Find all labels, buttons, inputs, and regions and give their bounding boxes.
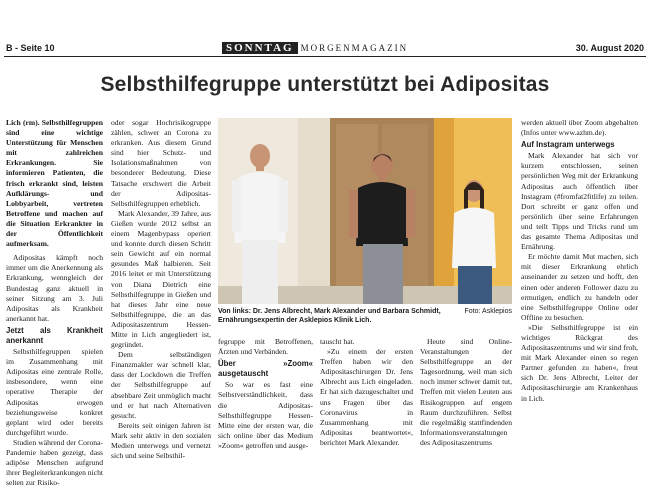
- article-lead: Lich (rm). Selbsthilfegruppen sind eine wichtige Unterstützung für Menschen mit zahlreichen Erkrankungen. Sie informieren Patienten, die frisch erkrankt sind, leisten Aufklärungs- und Lobbyarbeit, vertreten Betroffene und machen auf die Situation Erkrankter in der Öffentlichkeit aufmerksam.: [6, 118, 103, 249]
- subheading: Auf Instagram unterwegs: [521, 140, 615, 150]
- paragraph: oder sogar Hochrisikogruppe zählen, schwer an Corona zu erkranken. Aus diesem Grund sind hier Schutz- und Isolationsmaßnahmen von besonderer Bedeutung. Diese Tatsache erschwert die Arbeit der Adipositas-Selbsthilfegruppen erheblich.: [111, 118, 211, 208]
- article-column-6: [521, 118, 638, 404]
- paragraph: tauscht hat.: [320, 337, 355, 346]
- page-number: B - Seite 10: [6, 43, 55, 53]
- paragraph: Bereits seit einigen Jahren ist Mark sehr aktiv in den sozialen Medien unterwegs und vernetzt sich und seine Selbsthil-: [111, 420, 211, 461]
- paragraph: werden aktuell über Zoom abgehalten (Infos unter www.azhm.de).: [521, 118, 638, 138]
- paragraph: Er möchte damit Mut machen, sich mit dieser Erkrankung ehrlich auseinander zu setzen und hofft, den einen oder anderen Follower dazu zu ermutigen, endlich zu handeln oder eine Selbsthilfegruppe Online oder Offline zu besuchen.: [521, 252, 638, 322]
- paragraph: Dem selbständigen Finanzmakler war schnell klar, dass der Lockdown die Treffen der Selbsthilfegruppe auf absehbare Zeit unmöglich macht und er hat nach Alternativen gesucht.: [111, 350, 211, 420]
- logo-subtitle: MORGENMAGAZIN: [300, 43, 409, 53]
- subheading: Über »Zoom« ausgetauscht: [218, 359, 313, 379]
- caption-text: Von links: Dr. Jens Albrecht, Mark Alexander und Barbara Schmidt, Ernährungsexpertin der Asklepios Klinik Lich.: [218, 308, 441, 324]
- paragraph: Selbsthilfegruppen spielen im Zusammenhang mit Adipositas eine zentrale Rolle, insbesondere, wenn eine operative Therapie der Adipositas erwogen beziehungsweise konkret geplant wird oder bereits durchgeführt wurde.: [6, 347, 103, 437]
- article-column-2: [111, 118, 211, 461]
- paragraph: Mark Alexander, 39 Jahre, aus Gießen wurde 2012 selbst an einem Magenbypass operiert und konnte durch diesen Schritt sein Gewicht auf ein normal gesundes Maß halbieren. Seit 2016 leitet er mit Unterstützung von Diana Dietrich eine Selbsthilfegruppe in Gießen und hat dieses Jahr eine neue Selbsthilfegruppe, die an das Adipositaszentrum Hessen-Mitte in Lich angegliedert ist, gegründet.: [111, 208, 211, 350]
- paragraph: »Zu einem der ersten Treffen haben wir den Adipositaschirurgen Dr. Jens Albrecht aus Lich eingeladen. Er hat sich dazugeschaltet und uns Fragen über das Coronavirus in Zusammenhang mit Adipositas beantwortet«, berichtet Mark Alexander.: [320, 347, 413, 447]
- paragraph: Mark Alexander hat sich vor kurzem entschlossen, seinen persönlichen Weg mit der Erkrankung Adipositas auch öffentlich über Instagram (#fromfat2fitlife) zu teilen. Dort schreibt er ganz offen und persönlich über seine Erfahrungen und teilt Tipps und Tricks rund um das gesamte Thema Adipositas und Ernährung.: [521, 151, 638, 252]
- article-column-1: [6, 118, 103, 488]
- page-header: [4, 42, 646, 56]
- newspaper-logo: [222, 42, 408, 54]
- paragraph: fegruppe mit Betroffenen, Ärzten und Verbänden.: [218, 337, 313, 357]
- article-headline: Selbsthilfegruppe unterstützt bei Adipositas: [100, 73, 550, 96]
- photo-credit: Foto: Asklepios: [464, 308, 512, 315]
- paragraph: »Die Selbsthilfegruppe ist ein wichtiges Rückgrat des Adipositaszentrums und wir sind froh, mit Mark Alexander einen so regen Partner gefunden zu haben«, freut sich Dr. Jens Albrecht, Leiter der Adipositaschirurgie am Krankenhaus in Lich.: [521, 322, 638, 403]
- paragraph: So war es fast eine Selbstverständlichkeit, dass die Adipositas-Selbsthilfegruppe Hessen-Mitte eine der ersten war, die sich online über das Medium »Zoom« getroffen und ausge-: [218, 380, 313, 450]
- article-column-3: [218, 337, 313, 451]
- paragraph: Adipositas kämpft noch immer um die Anerkennung als Erkrankung, wenngleich der Bundestag ganz aktuell in seiner Sitzung am 3. Juli Adipositas als Krankheit anerkannt hat.: [6, 253, 103, 323]
- issue-date: 30. August 2020: [575, 43, 644, 53]
- header-rule: [4, 56, 646, 57]
- subheading: Jetzt als Krankheit anerkannt: [6, 325, 103, 345]
- article-column-4: [320, 337, 413, 448]
- photo-illustration: [218, 118, 512, 304]
- paragraph: Heute sind Online-Veranstaltungen der Selbsthilfegruppe an der Tagesordnung, weil man sich noch immer schwer damit tut, Treffen mit vielen Leuten aus Risikogruppen auf engem Raum durchzuführen. Selbst die regelmäßig stattfindenden Informationsveranstaltungen des Adipositaszentrums: [420, 337, 512, 447]
- photo-caption: [218, 307, 512, 325]
- article-photo: [218, 118, 512, 304]
- paragraph: Studien während der Corona-Pandemie haben gezeigt, dass adipöse Menschen aufgrund ihrer Begleiterkrankungen nicht selten zur Risiko-: [6, 437, 103, 488]
- article-column-5: [420, 337, 512, 448]
- logo-title: SONNTAG: [222, 42, 298, 54]
